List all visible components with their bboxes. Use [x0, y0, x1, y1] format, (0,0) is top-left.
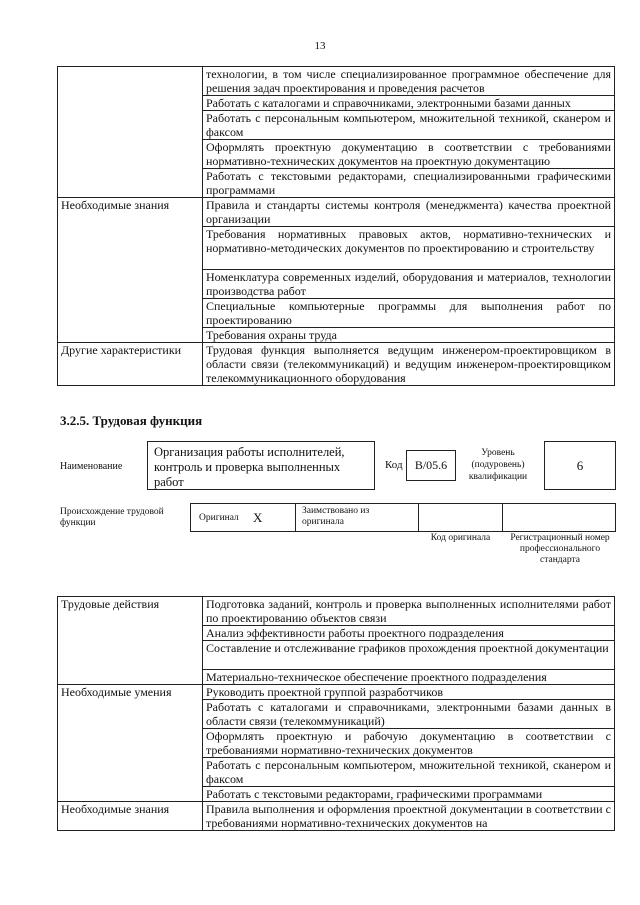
code-original-caption: Код оригинала	[430, 533, 491, 543]
borrowed-box	[295, 503, 419, 532]
requirements-table-top	[57, 66, 615, 386]
row-label: Необходимые умения	[58, 685, 203, 802]
table-cell: Работать с каталогами и справочниками, электронными базами данных в области связи (телекоммуникаций)	[203, 700, 615, 729]
row-label: Необходимые знания	[58, 198, 203, 343]
section-title: 3.2.5. Трудовая функция	[60, 413, 203, 428]
table-cell: технологии, в том числе специализированное программное обеспечение для решения задач проектирования и проведения расчетов	[203, 67, 615, 96]
table-cell: Оформлять проектную и рабочую документацию в соответствии с требованиями нормативно-технических документов	[203, 729, 615, 758]
table-cell: Работать с персональным компьютером, множительной техникой, сканером и факсом	[203, 111, 615, 140]
table-row	[58, 802, 615, 831]
table-cell: Работать с каталогами и справочниками, электронными базами данных	[203, 96, 615, 111]
table-cell: Специальные компьютерные программы для выполнения работ по проектированию	[203, 299, 615, 328]
row-label: Необходимые знания	[58, 802, 203, 831]
level-box	[544, 441, 616, 490]
requirements-table-bottom	[57, 596, 615, 831]
table-cell: Требования нормативных правовых актов, нормативно-технических и нормативно-методических документов по проектированию и строительству	[203, 227, 615, 270]
page-number: 13	[314, 40, 326, 52]
table-row	[58, 685, 615, 700]
table-cell: Материально-техническое обеспечение проектного подразделения	[203, 670, 615, 685]
borrowed-label: Заимствовано из оригинала	[302, 506, 370, 527]
row-label: Другие характеристики	[58, 343, 203, 386]
code-original-box	[418, 503, 503, 532]
table-row	[58, 343, 615, 386]
level-label: Уровень (подуровень) квалификации	[468, 448, 528, 482]
function-name-box	[147, 441, 375, 490]
original-label: Оригинал	[199, 513, 239, 523]
row-label: Трудовые действия	[58, 597, 203, 685]
code-box	[406, 450, 456, 481]
table-row	[58, 67, 615, 96]
table-cell: Правила и стандарты системы контроля (менеджмента) качества проектной организации	[203, 198, 615, 227]
table-cell: Правила выполнения и оформления проектной документации в соответствии с требованиями нормативно-технических документов на	[203, 802, 615, 831]
code-label: Код	[385, 459, 403, 471]
original-mark: X	[253, 510, 263, 525]
table-row	[58, 198, 615, 227]
table-cell: Работать с персональным компьютером, множительной техникой, сканером и факсом	[203, 758, 615, 787]
table-cell: Требования охраны труда	[203, 328, 615, 343]
table-cell: Работать с текстовыми редакторами, графическими программами	[203, 787, 615, 802]
table-cell: Руководить проектной группой разработчиков	[203, 685, 615, 700]
table-cell: Подготовка заданий, контроль и проверка выполненных исполнителями работ по проектированию объектов связи	[203, 597, 615, 626]
table-cell: Трудовая функция выполняется ведущим инженером-проектировщиком в области связи (телекоммуникаций) и ведущим инженером-проектировщиком телекоммуникационного оборудования	[203, 343, 615, 386]
reg-number-caption: Регистрационный номер профессионального стандарта	[510, 533, 610, 565]
origin-label: Происхождение трудовой функции	[60, 507, 164, 528]
function-code: B/05.6	[414, 458, 448, 472]
table-cell: Работать с текстовыми редакторами, специализированными графическими программами	[203, 169, 615, 198]
row-label	[58, 67, 203, 198]
table-row	[58, 597, 615, 626]
original-box	[190, 503, 296, 532]
table-cell: Составление и отслеживание графиков прохождения проектной документации	[203, 641, 615, 670]
function-name: Организация работы исполнителей, контроль и проверка выполненных работ	[154, 445, 345, 489]
level-value: 6	[576, 458, 584, 473]
table-cell: Оформлять проектную документацию в соответствии с требованиями нормативно-технических документов на проектную документацию	[203, 140, 615, 169]
name-label: Наименование	[60, 461, 123, 472]
reg-number-box	[502, 503, 616, 532]
table-cell: Номенклатура современных изделий, оборудования и материалов, технологии производства работ	[203, 270, 615, 299]
table-cell: Анализ эффективности работы проектного подразделения	[203, 626, 615, 641]
